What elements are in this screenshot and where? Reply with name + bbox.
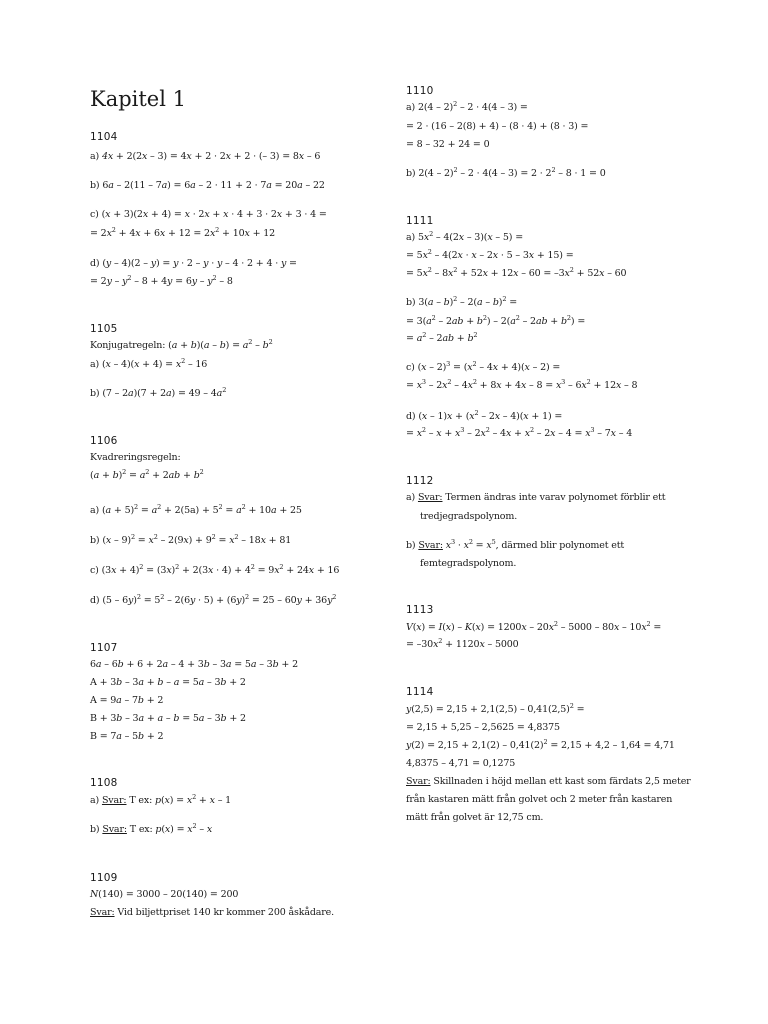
solution-line: N(140) = 3000 – 20(140) = 200 <box>90 889 239 900</box>
solution-line: c) $(3x + 4)^2 = (3x)^2 + 2(3x \cdot 4) + 4^2 = 9x^2 + 24x + 16$ <box>90 562 340 576</box>
solution-line: c) (x + 3)(2x + 4) = x · 2x + x · 4 + 3 · 2x + 3 · 4 = <box>90 209 327 220</box>
exercise-number: 1110 <box>406 85 434 97</box>
exercise-number: 1109 <box>90 872 118 884</box>
solution-line: A + 3b – 3a + b – a = 5a – 3b + 2 <box>90 677 246 688</box>
solution-line: 4,8375 – 4,71 = 0,1275 <box>406 758 516 769</box>
solution-line: A = 9a – 7b + 2 <box>90 695 164 706</box>
solution-line: = $2y - y^2 - 8 + 4y = 6y - y^2 - 8$ <box>90 273 233 287</box>
answer-label: Svar: <box>406 776 431 787</box>
solution-line: B + 3b – 3a + a – b = 5a – 3b + 2 <box>90 713 246 724</box>
solution-line: a) $(a + 5)^2 = a^2 + 2(5a) + 5^2 = a^2 + 10a + 25$ <box>90 502 302 516</box>
solution-line: d) $(5 - 6y)^2 = 5^2 - 2(6y \cdot 5) + (6y)^2 = 25 - 60y + 36y^2$ <box>90 592 337 606</box>
solution-line: $y(2,5) = 2,15 + 2,1(2,5) - 0,41(2,5)^2$ = <box>406 701 585 715</box>
solution-line: tredjegradspolynom. <box>420 511 518 522</box>
answer-label: Svar: <box>101 795 127 806</box>
solution-line: a) Svar: T ex: $p(x) = x^2 + x - 1$ <box>90 792 232 806</box>
solution-line: Svar: Vid biljettpriset 140 kr kommer 200 åskådare. <box>90 907 335 918</box>
exercise-number: 1107 <box>90 642 118 654</box>
solution-line: = $5x^2 - 8x^2 + 52x + 12x - 60 = -3x^2 + 52x - 60$ <box>406 265 627 279</box>
solution-line: = 8 – 32 + 24 = 0 <box>406 139 490 150</box>
solution-line: Svar: Skillnaden i höjd mellan ett kast som färdats 2,5 meter <box>406 776 691 787</box>
solution-line: a) $(x - 4)(x + 4) = x^2 - 16$ <box>90 356 208 370</box>
solution-line: = $5x^2 - 4(2x \cdot x - 2x \cdot 5 - 3x + 15)$ = <box>406 247 574 261</box>
solution-line: från kastaren mätt från golvet och 2 meter från kastaren <box>406 794 673 805</box>
exercise-number: 1111 <box>406 215 434 227</box>
solution-line: a) 4x + 2(2x – 3) = 4x + 2 · 2x + 2 · (– 3) = 8x – 6 <box>90 151 321 162</box>
solution-line: $y(2) = 2,15 + 2,1(2) - 0,41(2)^2 = 2,15 + 4,2 - 1,64 = 4,71$ <box>406 737 675 751</box>
exercise-number: 1105 <box>90 323 118 335</box>
answer-label: Svar: <box>418 540 443 551</box>
solution-line: b) $2(4 - 2)^2 - 2 \cdot 4(4 - 3) = 2 \cdot 2^2 - 8 \cdot 1 = 0$ <box>406 165 606 179</box>
exercise-number: 1104 <box>90 131 118 143</box>
solution-line: b) $(x - 9)^2 = x^2 - 2(9x) + 9^2 = x^2 - 18x + 81$ <box>90 532 292 546</box>
solution-line: = 2,15 + 5,25 – 2,5625 = 4,8375 <box>406 722 560 733</box>
exercise-number: 1108 <box>90 777 118 789</box>
exercise-number: 1112 <box>406 475 434 487</box>
solution-line: = $x^2 - x + x^3 - 2x^2 - 4x + x^2 - 2x - 4 = x^3 - 7x - 4$ <box>406 425 633 439</box>
answer-label: Svar: <box>417 492 443 503</box>
solution-line: = $a^2 - 2ab + b^2$ <box>406 330 478 344</box>
exercise-number: 1106 <box>90 435 118 447</box>
solution-line: B = 7a – 5b + 2 <box>90 731 164 742</box>
solution-line: femtegradspolynom. <box>420 558 517 569</box>
exercise-number: 1113 <box>406 604 434 616</box>
solution-line: a) $5x^2 - 4(2x - 3)(x - 5)$ = <box>406 229 524 243</box>
solution-line: c) $(x - 2)^3 = (x^2 - 4x + 4)(x - 2)$ = <box>406 359 561 373</box>
solution-line: = $x^3 - 2x^2 - 4x^2 + 8x + 4x - 8 = x^3 - 6x^2 + 12x - 8$ <box>406 377 638 391</box>
solution-line: $V(x) = I(x) - K(x) = 1200x - 20x^2 - 5000 - 80x - 10x^2$ = <box>406 619 662 633</box>
solution-line: d) (y – 4)(2 – y) = y · 2 – y · y – 4 · 2 + 4 · y = <box>90 258 297 269</box>
solution-line: d) $(x - 1)x + (x^2 - 2x - 4)(x + 1)$ = <box>406 408 563 422</box>
solution-line: a) Svar: Termen ändras inte varav polynomet förblir ett <box>406 492 666 503</box>
solution-line: = $3(a^2 - 2ab + b^2) - 2(a^2 - 2ab + b^2)$ = <box>406 313 586 327</box>
solution-line: b) Svar: $x^3 \cdot x^2 = x^5$, därmed blir polynomet ett <box>406 537 625 551</box>
solution-line: b) 3(a – b)$^2$ – 2(a – b)$^2$ = <box>406 294 518 308</box>
solution-line: $(a + b)^2 = a^2 + 2ab + b^2$ <box>90 467 204 481</box>
solution-line: b) Svar: T ex: $p(x) = x^2 - x$ <box>90 821 213 835</box>
page-title: Kapitel 1 <box>90 87 186 111</box>
solution-line: mätt från golvet är 12,75 cm. <box>406 812 544 823</box>
solution-line: Kvadreringsregeln: <box>90 452 181 463</box>
solution-line: b) 6a – 2(11 – 7a) = 6a – 2 · 11 + 2 · 7a = 20a – 22 <box>90 180 325 191</box>
answer-label: Svar: <box>90 907 115 918</box>
solution-line: b) $(7 - 2a)(7 + 2a) = 49 - 4a^2$ <box>90 385 227 399</box>
solution-line: = 2 · (16 – 2(8) + 4) – (8 · 4) + (8 · 3) = <box>406 121 589 132</box>
solution-line: a) 2(4 – 2)$^2$ – 2 · 4(4 – 3) = <box>406 99 528 113</box>
answer-label: Svar: <box>102 824 127 835</box>
solution-line: 6a – 6b + 6 + 2a – 4 + 3b – 3a = 5a – 3b + 2 <box>90 659 298 670</box>
exercise-number: 1114 <box>406 686 434 698</box>
solution-line: Konjugatregeln: $(a + b)(a - b) = a^2 - b^2$ <box>90 337 273 351</box>
solution-line: = $2x^2 + 4x + 6x + 12 = 2x^2 + 10x + 12$ <box>90 225 276 239</box>
solution-line: = $-30x^2 + 1120x - 5000$ <box>406 636 519 650</box>
